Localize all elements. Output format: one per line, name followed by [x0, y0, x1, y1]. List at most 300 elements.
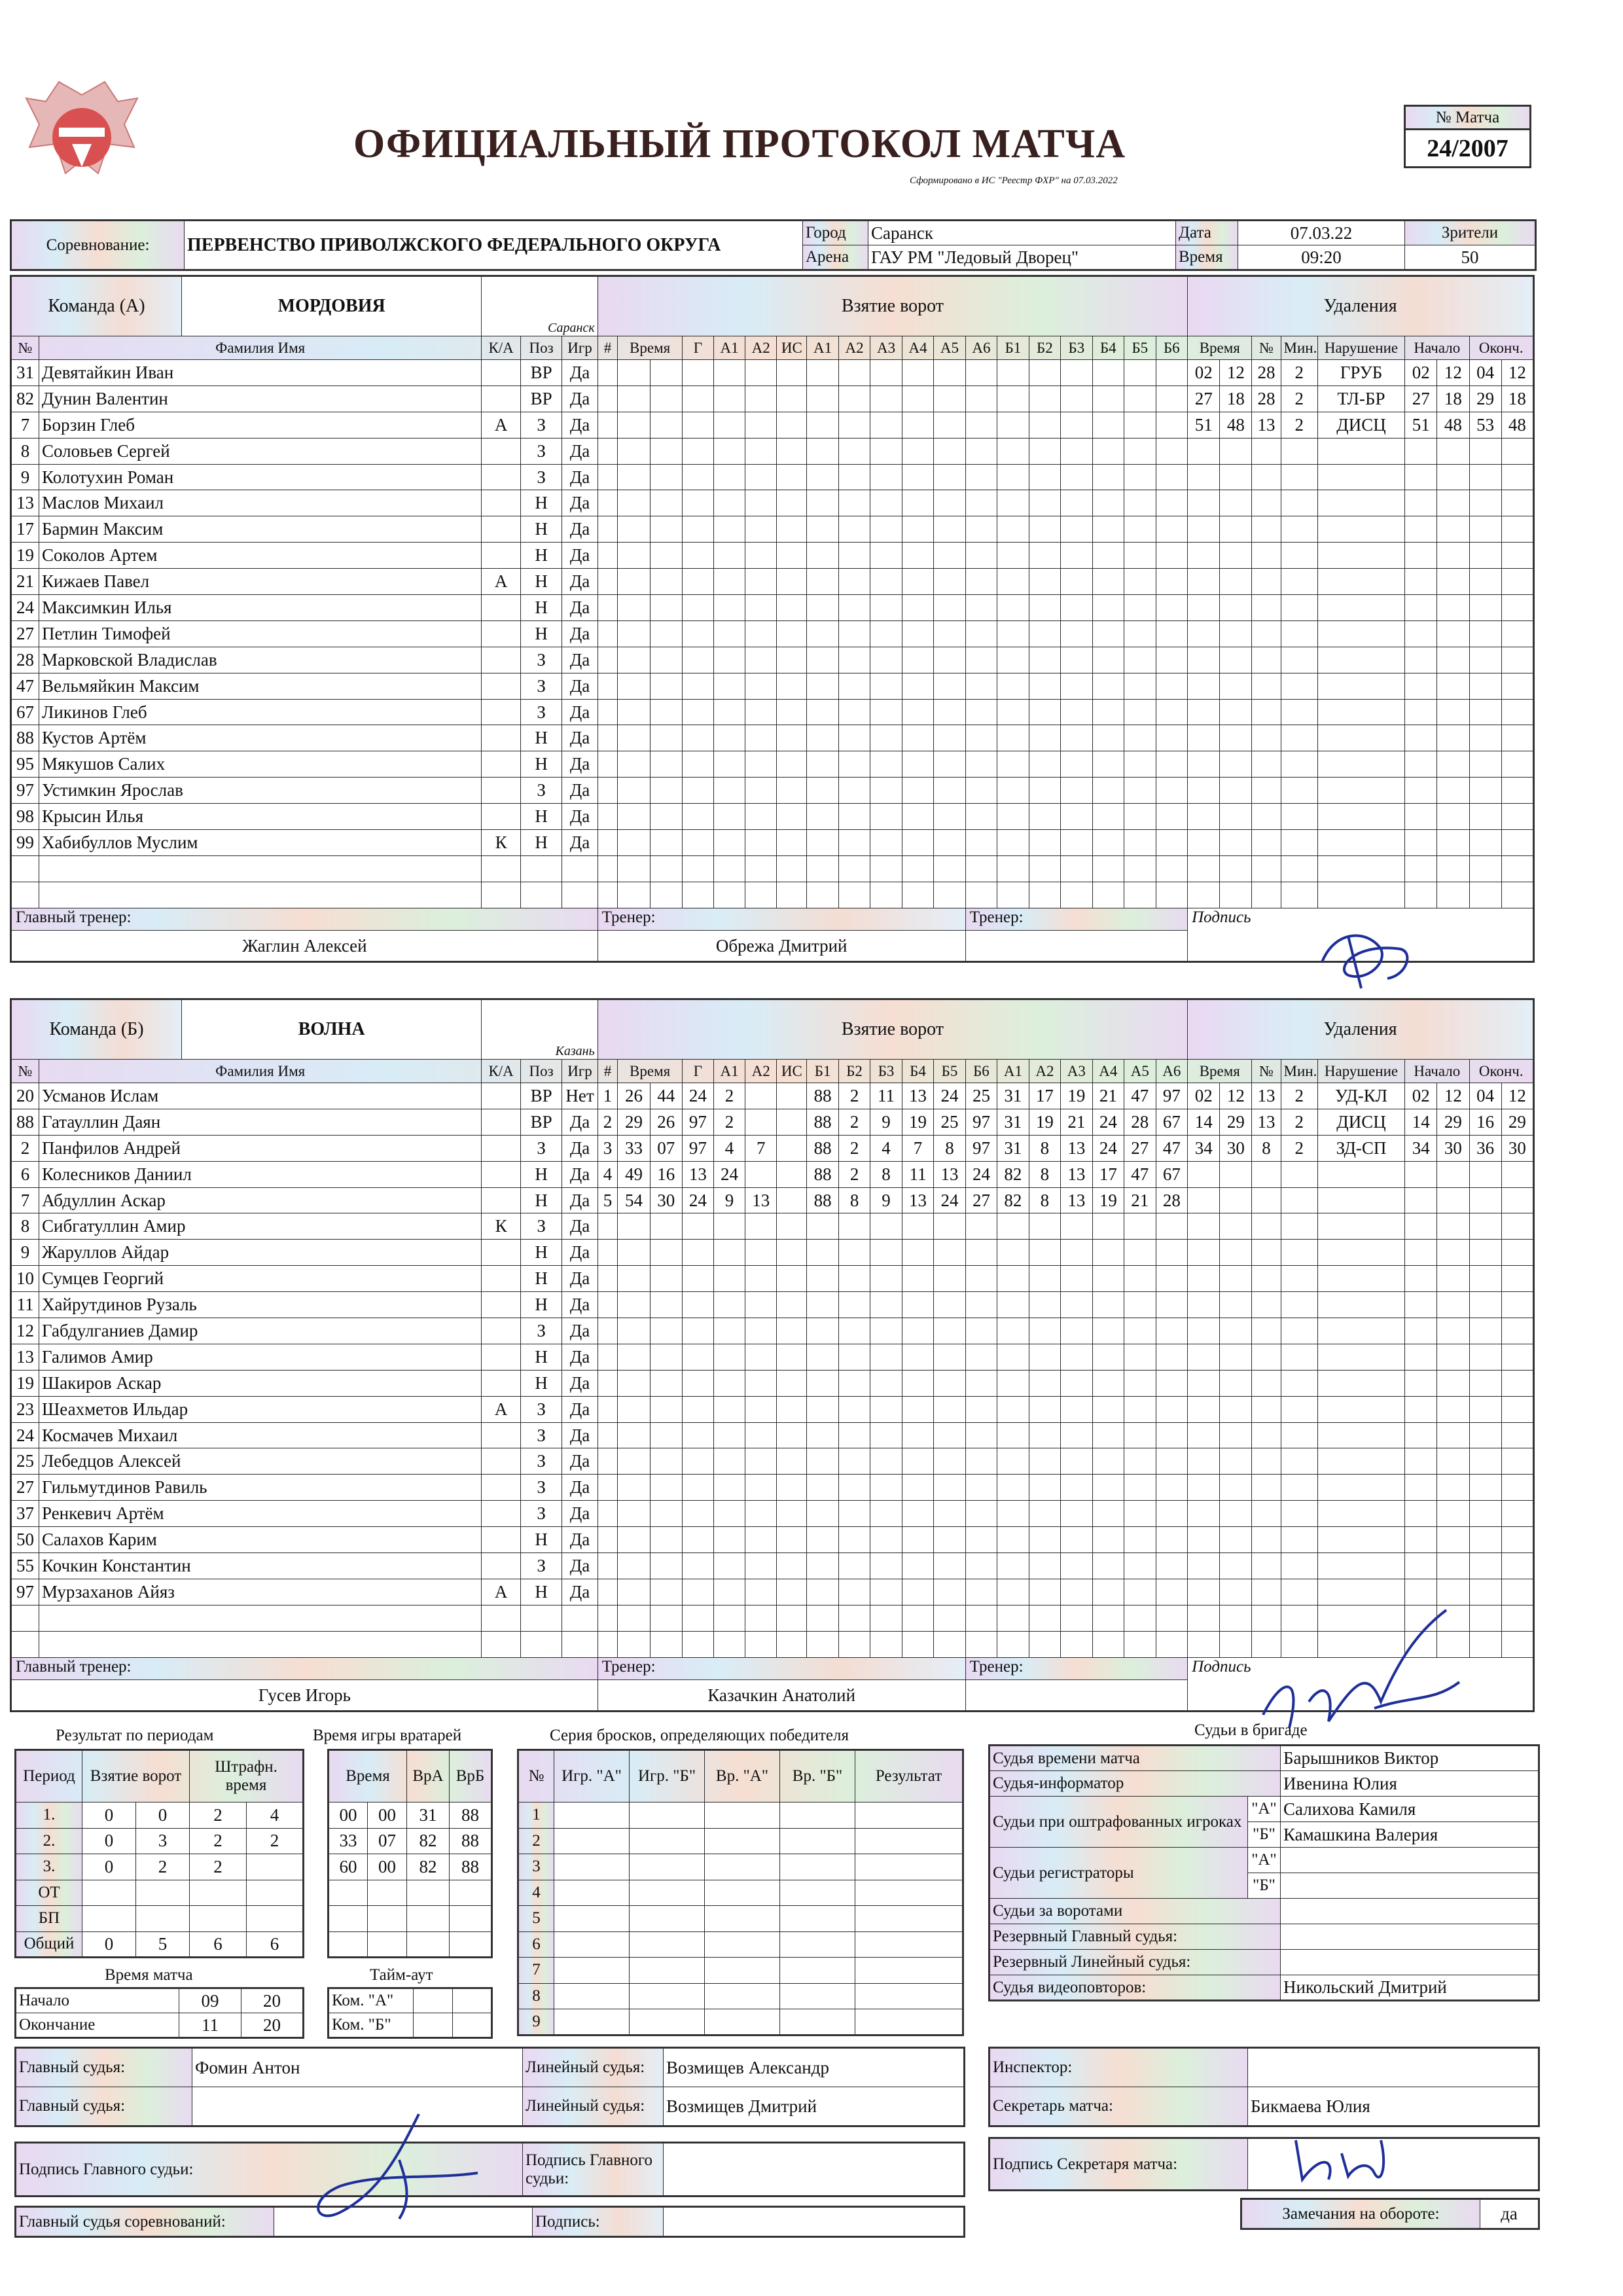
results-pen-header: Штрафн. время [190, 1750, 304, 1803]
player-captain [482, 1318, 520, 1344]
player-captain [482, 1344, 520, 1370]
player-name: Кустов Артём [39, 725, 482, 751]
player-played: Да [562, 595, 597, 621]
shootout-header: Вр. "Б" [780, 1750, 855, 1803]
col-onice-8: А3 [1061, 1060, 1092, 1083]
pen-minutes: 2 [1281, 412, 1317, 438]
player-played: Да [562, 1579, 597, 1605]
player-played: Да [562, 1553, 597, 1579]
pen-start-sec: 48 [1437, 412, 1469, 438]
teamB-name: ВОЛНА [182, 1000, 481, 1059]
pen-end-sec: 48 [1501, 412, 1533, 438]
shootout-row-num: 1 [518, 1803, 554, 1829]
on-ice-player: 17 [1092, 1161, 1124, 1187]
goal-min: 33 [618, 1135, 650, 1161]
period-goals-a: 0 [82, 1803, 136, 1829]
player-played: Да [562, 1475, 597, 1501]
on-ice-player: 8 [870, 1161, 902, 1187]
player-captain [482, 386, 520, 412]
on-ice-player: 47 [1124, 1161, 1156, 1187]
player-number: 9 [11, 464, 39, 490]
player-played: Да [562, 464, 597, 490]
time-label: Время [1176, 245, 1238, 270]
official-name [1281, 1950, 1539, 1975]
competition-name: ПЕРВЕНСТВО ПРИВОЛЖСКОГО ФЕДЕРАЛЬНОГО ОКРУГА [185, 221, 803, 270]
col-onice-3: А4 [902, 336, 933, 360]
player-captain [482, 464, 520, 490]
period-name: БП [16, 1906, 82, 1932]
player-captain: К [482, 1213, 520, 1240]
pen-sec: 12 [1220, 1083, 1252, 1109]
goal-num: 4 [597, 1161, 618, 1187]
player-name: Шакиров Аскар [39, 1370, 482, 1396]
player-position: З [520, 1213, 562, 1240]
player-row [11, 1161, 1534, 1187]
player-number: 88 [11, 1109, 39, 1135]
player-captain: А [482, 412, 520, 438]
on-ice-player: 25 [965, 1083, 997, 1109]
pen-start-min: 02 [1405, 1083, 1437, 1109]
pen-sec: 30 [1220, 1135, 1252, 1161]
player-captain [482, 1475, 520, 1501]
col-pen-infraction: Нарушение [1317, 336, 1404, 360]
col-g: Г [682, 336, 713, 360]
goal-assist1: 2 [713, 1083, 745, 1109]
col-onice-9: А4 [1092, 1060, 1124, 1083]
player-row [11, 1187, 1534, 1213]
player-played: Да [562, 1501, 597, 1527]
col-name: Фамилия Имя [39, 336, 482, 360]
player-name: Соловьев Сергей [39, 438, 482, 464]
on-ice-player: 8 [838, 1187, 870, 1213]
player-name: Хайрутдинов Рузаль [39, 1292, 482, 1318]
player-captain [482, 1553, 520, 1579]
pen-start-sec: 29 [1437, 1109, 1469, 1135]
player-row [11, 1448, 1534, 1475]
goal-min: 29 [618, 1109, 650, 1135]
player-position: Н [520, 1344, 562, 1370]
arena-value: ГАУ РМ "Ледовый Дворец" [868, 245, 1176, 270]
player-name: Мурзаханов Айяз [39, 1579, 482, 1605]
teamA-head-coach-cell [11, 908, 598, 961]
player-number: 6 [11, 1161, 39, 1187]
col-onice-6: А1 [997, 1060, 1029, 1083]
goal-num: 5 [597, 1187, 618, 1213]
player-number: 17 [11, 516, 39, 543]
col-onice-5: Б6 [965, 1060, 997, 1083]
player-number: 37 [11, 1501, 39, 1527]
on-ice-player: 47 [1124, 1083, 1156, 1109]
player-number: 25 [11, 1448, 39, 1475]
player-position: Н [520, 1187, 562, 1213]
goalie-a: 82 [407, 1854, 450, 1880]
col-pen-min: Мин. [1281, 1060, 1317, 1083]
player-name: Ренкевич Артём [39, 1501, 482, 1527]
goal-sec: 30 [650, 1187, 682, 1213]
player-name: Кочкин Константин [39, 1553, 482, 1579]
player-name: Девятайкин Иван [39, 360, 482, 386]
on-ice-player: 13 [1061, 1135, 1092, 1161]
teamB-head-coach-cell [11, 1657, 598, 1711]
player-number: 23 [11, 1396, 39, 1422]
period-pen-b [247, 1906, 304, 1932]
on-ice-player: 31 [997, 1083, 1029, 1109]
pen-player: 8 [1252, 1135, 1281, 1161]
player-name: Колотухин Роман [39, 464, 482, 490]
player-position: Н [520, 1266, 562, 1292]
col-onice-7: Б2 [1029, 336, 1060, 360]
player-name: Мякушов Салих [39, 751, 482, 778]
player-captain [482, 490, 520, 516]
head-coach-label: Главный тренер: [12, 1658, 597, 1680]
pen-infraction: ЗД-СП [1317, 1135, 1404, 1161]
player-position: Н [520, 1370, 562, 1396]
col-pen-min: Мин. [1281, 336, 1317, 360]
shootout-header: Результат [855, 1750, 963, 1803]
player-position: Н [520, 1527, 562, 1553]
player-played: Да [562, 699, 597, 725]
official-label: Судья видеоповторов: [990, 1975, 1281, 2001]
shootout-row-num: 2 [518, 1828, 554, 1854]
player-played: Да [562, 1240, 597, 1266]
player-name: Кижаев Павел [39, 569, 482, 595]
col-pen-time: Время [1188, 336, 1252, 360]
player-name: Лебедцов Алексей [39, 1448, 482, 1475]
player-row [11, 386, 1534, 412]
pen-min: 27 [1188, 386, 1220, 412]
empty-row [11, 882, 1534, 908]
player-captain [482, 595, 520, 621]
player-number: 2 [11, 1135, 39, 1161]
player-row [11, 1370, 1534, 1396]
goal-situation [777, 1135, 807, 1161]
goal-sec: 07 [650, 1135, 682, 1161]
head-coach-label: Главный тренер: [12, 908, 597, 931]
player-captain: А [482, 1396, 520, 1422]
player-row [11, 1527, 1534, 1553]
player-played: Да [562, 360, 597, 386]
col-igr: Игр [562, 1060, 597, 1083]
col-a1: А1 [713, 336, 745, 360]
player-name: Панфилов Андрей [39, 1135, 482, 1161]
pen-start-min: 27 [1405, 386, 1437, 412]
player-row [11, 1083, 1534, 1109]
player-name: Усманов Ислам [39, 1083, 482, 1109]
player-position: З [520, 1318, 562, 1344]
on-ice-player: 2 [838, 1161, 870, 1187]
player-played: Да [562, 647, 597, 673]
period-pen-a: 6 [190, 1931, 247, 1958]
player-played: Да [562, 725, 597, 751]
official-side-a: "А" [1248, 1848, 1281, 1873]
player-name: Шеахметов Ильдар [39, 1396, 482, 1422]
player-played: Да [562, 804, 597, 830]
on-ice-player: 17 [1029, 1083, 1060, 1109]
notes-label: Замечания на обороте: [1241, 2199, 1480, 2229]
col-onice-9: Б4 [1092, 336, 1124, 360]
pen-minutes: 2 [1281, 1083, 1317, 1109]
official-label: Судьи при оштрафованных игроках [990, 1797, 1248, 1848]
results-period-header: Период [16, 1750, 82, 1803]
goalie-a: 82 [407, 1828, 450, 1854]
pen-end-sec: 12 [1501, 1083, 1533, 1109]
player-number: 9 [11, 1240, 39, 1266]
player-position: ВР [520, 360, 562, 386]
player-name: Сибгатуллин Амир [39, 1213, 482, 1240]
goalie-change-min: 60 [329, 1854, 368, 1880]
col-a2: А2 [745, 1060, 777, 1083]
pen-sec: 18 [1220, 386, 1252, 412]
teamA-penalties-header: Удаления [1188, 276, 1534, 336]
goal-num: 1 [597, 1083, 618, 1109]
col-name: Фамилия Имя [39, 1060, 482, 1083]
match-time-title: Время матча [105, 1966, 193, 1984]
end-hour: 11 [179, 2013, 241, 2038]
player-row [11, 1501, 1534, 1527]
player-position: З [520, 1422, 562, 1448]
player-captain: А [482, 569, 520, 595]
fhr-logo [20, 75, 144, 200]
player-number: 28 [11, 647, 39, 673]
player-name: Сумцев Георгий [39, 1266, 482, 1292]
player-name: Марковской Владислав [39, 647, 482, 673]
player-position: Н [520, 543, 562, 569]
on-ice-player: 24 [934, 1187, 965, 1213]
col-a1: А1 [713, 1060, 745, 1083]
pen-end-sec: 29 [1501, 1109, 1533, 1135]
player-position: Н [520, 490, 562, 516]
period-goals-b: 5 [136, 1931, 190, 1958]
secretary-signature [1283, 2127, 1394, 2199]
player-captain [482, 1501, 520, 1527]
player-row [11, 725, 1534, 751]
inspector-label: Инспектор: [990, 2048, 1248, 2087]
player-position: Н [520, 1579, 562, 1605]
secretary-value: Бикмаева Юлия [1248, 2087, 1539, 2126]
player-row [11, 1213, 1534, 1240]
pen-start-min: 02 [1405, 360, 1437, 386]
col-goal-num: # [597, 1060, 618, 1083]
player-name: Крысин Илья [39, 804, 482, 830]
player-number: 7 [11, 1187, 39, 1213]
results-title: Результат по периодам [56, 1727, 214, 1744]
player-played: Да [562, 1527, 597, 1553]
pen-end-min: 04 [1469, 1083, 1501, 1109]
pen-player: 28 [1252, 360, 1281, 386]
team-a-block [10, 275, 1535, 963]
pen-start-sec: 12 [1437, 1083, 1469, 1109]
player-captain [482, 360, 520, 386]
on-ice-player: 9 [870, 1187, 902, 1213]
player-number: 19 [11, 543, 39, 569]
player-name: Ликинов Глеб [39, 699, 482, 725]
period-goals-a: 0 [82, 1854, 136, 1880]
official-name [1281, 1924, 1539, 1950]
linesman-label-2: Линейный судья: [523, 2087, 664, 2126]
player-row [11, 751, 1534, 778]
pen-sec: 29 [1220, 1109, 1252, 1135]
goalie-a-header: ВрА [407, 1750, 450, 1803]
player-number: 67 [11, 699, 39, 725]
on-ice-player: 88 [807, 1161, 838, 1187]
player-row [11, 543, 1534, 569]
teamB-title-cell [11, 999, 482, 1060]
col-poz: Поз [520, 1060, 562, 1083]
goal-scorer: 97 [682, 1109, 713, 1135]
goal-situation [777, 1187, 807, 1213]
pen-start-min: 34 [1405, 1135, 1437, 1161]
col-onice-6: Б1 [997, 336, 1029, 360]
match-number: 24/2007 [1405, 130, 1531, 168]
goalie-a: 31 [407, 1803, 450, 1829]
player-played: Да [562, 438, 597, 464]
player-row [11, 1109, 1534, 1135]
pen-min: 02 [1188, 360, 1220, 386]
secretary-sign-table [988, 2137, 1540, 2191]
period-name: 2. [16, 1828, 82, 1854]
player-position: З [520, 647, 562, 673]
on-ice-player: 27 [965, 1187, 997, 1213]
player-position: З [520, 1396, 562, 1422]
goalie-change-sec: 00 [368, 1854, 407, 1880]
pen-end-sec: 18 [1501, 386, 1533, 412]
period-name: 1. [16, 1803, 82, 1829]
goalie-change-min: 00 [329, 1803, 368, 1829]
period-pen-b: 2 [247, 1828, 304, 1854]
player-number: 95 [11, 751, 39, 778]
player-position: Н [520, 830, 562, 856]
pen-min: 14 [1188, 1109, 1220, 1135]
on-ice-player: 88 [807, 1083, 838, 1109]
player-number: 24 [11, 595, 39, 621]
goal-num: 3 [597, 1135, 618, 1161]
shootout-row-num: 6 [518, 1931, 554, 1958]
player-played: Да [562, 751, 597, 778]
pen-sec: 48 [1220, 412, 1252, 438]
on-ice-player: 82 [997, 1161, 1029, 1187]
player-captain [482, 1161, 520, 1187]
goalie-change-sec: 07 [368, 1828, 407, 1854]
col-pen-infraction: Нарушение [1317, 1060, 1404, 1083]
player-row [11, 464, 1534, 490]
official-name [1281, 1899, 1539, 1924]
period-goals-a [82, 1906, 136, 1932]
col-a2: А2 [745, 336, 777, 360]
player-row [11, 1344, 1534, 1370]
goal-scorer: 13 [682, 1161, 713, 1187]
on-ice-player: 13 [934, 1161, 965, 1187]
player-row [11, 1475, 1534, 1501]
player-row [11, 569, 1534, 595]
pen-end-sec: 12 [1501, 360, 1533, 386]
player-number: 50 [11, 1527, 39, 1553]
player-captain [482, 1109, 520, 1135]
player-played: Да [562, 778, 597, 804]
date-label: Дата [1176, 221, 1238, 245]
pen-infraction: ТЛ-БР [1317, 386, 1404, 412]
player-played: Да [562, 1396, 597, 1422]
player-captain [482, 516, 520, 543]
on-ice-player: 11 [870, 1083, 902, 1109]
on-ice-player: 88 [807, 1187, 838, 1213]
city-value: Саранск [868, 221, 1176, 245]
on-ice-player: 31 [997, 1135, 1029, 1161]
main-referee-sign-label-2: Подпись Главного судьи: [523, 2143, 664, 2197]
shootout-header: Игр. "А" [554, 1750, 630, 1803]
official-name: Ивенина Юлия [1281, 1771, 1539, 1797]
on-ice-player: 24 [934, 1083, 965, 1109]
on-ice-player: 97 [1156, 1083, 1188, 1109]
player-played: Да [562, 1161, 597, 1187]
goal-num: 2 [597, 1109, 618, 1135]
player-position: З [520, 1553, 562, 1579]
teamA-title-cell [11, 276, 482, 336]
official-label: Судья времени матча [990, 1746, 1281, 1771]
on-ice-player: 2 [838, 1083, 870, 1109]
player-position: Н [520, 516, 562, 543]
goal-sec: 44 [650, 1083, 682, 1109]
pen-end-min: 53 [1469, 412, 1501, 438]
player-played: Да [562, 1266, 597, 1292]
player-captain [482, 1292, 520, 1318]
col-onice-5: А6 [965, 336, 997, 360]
pen-min: 34 [1188, 1135, 1220, 1161]
player-row [11, 1579, 1534, 1605]
player-row [11, 1135, 1534, 1161]
player-position: З [520, 673, 562, 699]
player-captain [482, 725, 520, 751]
player-row [11, 516, 1534, 543]
on-ice-player: 24 [1092, 1135, 1124, 1161]
on-ice-player: 8 [934, 1135, 965, 1161]
secretary-sign-label: Подпись Секретаря матча: [990, 2138, 1248, 2191]
player-position: З [520, 464, 562, 490]
goal-min: 26 [618, 1083, 650, 1109]
col-igr: Игр [562, 336, 597, 360]
period-name: Общий [16, 1931, 82, 1958]
player-number: 21 [11, 569, 39, 595]
on-ice-player: 97 [965, 1135, 997, 1161]
main-referee-1: Фомин Антон [192, 2048, 523, 2087]
player-number: 24 [11, 1422, 39, 1448]
player-name: Жаруллов Айдар [39, 1240, 482, 1266]
pen-infraction: УД-КЛ [1317, 1083, 1404, 1109]
goal-assist2: 7 [745, 1135, 777, 1161]
pen-min: 02 [1188, 1083, 1220, 1109]
teamB-coach2-cell [965, 1657, 1187, 1711]
player-name: Петлин Тимофей [39, 620, 482, 647]
player-played: Да [562, 1109, 597, 1135]
player-captain [482, 1083, 520, 1109]
pen-minutes: 2 [1281, 1135, 1317, 1161]
player-played: Да [562, 830, 597, 856]
comp-judge-label: Главный судья соревнований: [16, 2207, 274, 2237]
player-row [11, 804, 1534, 830]
official-label: Судья-информатор [990, 1771, 1281, 1797]
player-number: 27 [11, 620, 39, 647]
player-captain: А [482, 1579, 520, 1605]
pen-min: 51 [1188, 412, 1220, 438]
official-name-2: Камашкина Валерия [1281, 1822, 1539, 1848]
start-hour: 09 [179, 1988, 241, 2013]
pen-infraction: ДИСЦ [1317, 412, 1404, 438]
arena-label: Арена [803, 245, 868, 270]
player-captain [482, 1422, 520, 1448]
goal-assist2: 13 [745, 1187, 777, 1213]
player-captain: К [482, 830, 520, 856]
player-captain [482, 778, 520, 804]
results-table [14, 1749, 304, 1958]
